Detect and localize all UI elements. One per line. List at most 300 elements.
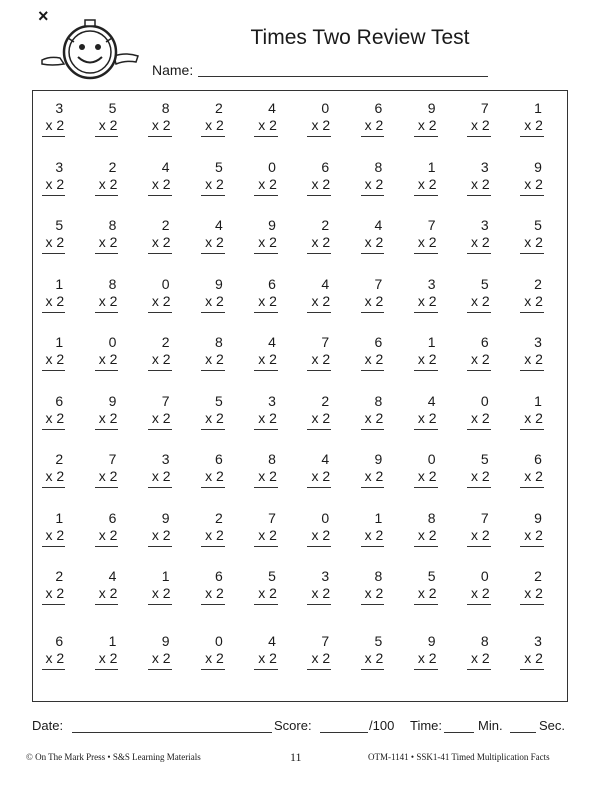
problem	[353, 393, 406, 452]
problem-row	[34, 633, 566, 692]
problem	[406, 334, 459, 393]
multiplier: x 2	[42, 527, 66, 547]
multiplicand: 5	[268, 568, 276, 584]
multiplier: x 2	[520, 117, 544, 137]
multiplicand: 2	[214, 100, 223, 116]
multiplicand: 2	[534, 568, 542, 584]
multiplicand: 9	[268, 217, 276, 233]
problem	[353, 568, 406, 627]
multiplier: x 2	[95, 234, 119, 254]
multiplicand: 5	[480, 451, 489, 467]
multiplicand: 1	[427, 334, 436, 350]
multiplier: x 2	[467, 527, 491, 547]
problem	[140, 334, 193, 393]
multiplier: x 2	[467, 585, 491, 605]
smiley-clock-icon	[40, 18, 140, 80]
problem	[247, 276, 300, 335]
problem	[140, 568, 193, 627]
multiplier: x 2	[254, 176, 278, 196]
problem	[300, 276, 353, 335]
problem	[194, 334, 247, 393]
multiplier: x 2	[467, 293, 491, 313]
problem	[406, 217, 459, 276]
multiplier: x 2	[520, 650, 544, 670]
multiplicand: 0	[480, 568, 489, 584]
multiplicand: 8	[108, 275, 117, 292]
multiplicand: 7	[480, 100, 489, 116]
multiplier: x 2	[95, 117, 119, 137]
multiplicand: 9	[427, 632, 436, 649]
multiplicand: 9	[427, 100, 436, 116]
multiplicand: 1	[161, 568, 170, 584]
problem-row	[34, 217, 566, 276]
multiplier: x 2	[520, 176, 544, 196]
multiplicand: 3	[480, 217, 489, 233]
multiplier: x 2	[467, 650, 491, 670]
problem-row	[34, 276, 566, 335]
problem	[34, 451, 87, 510]
problem	[406, 633, 459, 692]
multiplicand: 4	[321, 451, 330, 467]
multiplicand: 3	[55, 100, 64, 116]
problem	[140, 100, 193, 159]
multiplicand: 9	[161, 632, 170, 649]
multiplicand: 3	[534, 632, 542, 649]
multiplicand: 1	[427, 158, 436, 175]
multiplier: x 2	[148, 234, 172, 254]
multiplier: x 2	[95, 468, 119, 488]
multiplier: x 2	[414, 650, 438, 670]
problem	[406, 100, 459, 159]
multiplicand: 6	[268, 275, 276, 292]
problem	[513, 100, 566, 159]
multiplier: x 2	[254, 468, 278, 488]
problem	[513, 217, 566, 276]
multiplier: x 2	[307, 585, 331, 605]
problem	[247, 100, 300, 159]
multiplier: x 2	[467, 234, 491, 254]
multiplicand: 6	[55, 632, 64, 649]
multiplier: x 2	[307, 527, 331, 547]
problem	[87, 217, 140, 276]
multiplier: x 2	[42, 410, 66, 430]
multiplicand: 5	[108, 100, 117, 116]
multiplier: x 2	[414, 234, 438, 254]
problem	[513, 633, 566, 692]
multiplicand: 1	[374, 509, 383, 526]
multiplier: x 2	[148, 410, 172, 430]
date-label: Date:	[32, 718, 64, 733]
problem	[140, 633, 193, 692]
problem	[140, 159, 193, 218]
name-label: Name:	[152, 62, 194, 78]
multiplier: x 2	[467, 410, 491, 430]
seconds-entry-line[interactable]	[510, 732, 536, 733]
multiplier: x 2	[520, 234, 544, 254]
multiplicand: 0	[214, 632, 223, 649]
multiplier: x 2	[201, 234, 225, 254]
multiplicand: 0	[321, 100, 330, 116]
multiplier: x 2	[95, 351, 119, 371]
multiplier: x 2	[414, 468, 438, 488]
problem	[300, 393, 353, 452]
problem	[247, 334, 300, 393]
multiplier: x 2	[307, 293, 331, 313]
multiplicand: 1	[55, 334, 64, 350]
multiplicand: 7	[374, 275, 383, 292]
multiplier: x 2	[307, 351, 331, 371]
multiplicand: 9	[534, 158, 542, 175]
problem	[87, 393, 140, 452]
multiplier: x 2	[42, 234, 66, 254]
multiplier: x 2	[467, 176, 491, 196]
problem	[140, 451, 193, 510]
multiplicand: 6	[374, 100, 383, 116]
multiplicand: 1	[108, 632, 117, 649]
problem	[460, 633, 513, 692]
problem	[194, 276, 247, 335]
multiplicand: 1	[534, 100, 542, 116]
multiplier: x 2	[148, 585, 172, 605]
multiplier: x 2	[520, 293, 544, 313]
problem	[194, 217, 247, 276]
problem-row	[34, 334, 566, 393]
problem	[140, 217, 193, 276]
multiplicand: 9	[214, 275, 223, 292]
multiplier: x 2	[361, 468, 385, 488]
multiplier: x 2	[414, 293, 438, 313]
problem	[247, 217, 300, 276]
multiplicand: 8	[374, 392, 383, 409]
problem	[34, 510, 87, 569]
multiplicand: 3	[161, 451, 170, 467]
problem	[140, 393, 193, 452]
multiplier: x 2	[361, 650, 385, 670]
multiplicand: 3	[480, 158, 489, 175]
problem	[513, 393, 566, 452]
multiplier: x 2	[201, 468, 225, 488]
problem-row	[34, 451, 566, 510]
multiplicand: 8	[268, 451, 276, 467]
problem	[34, 276, 87, 335]
multiplier: x 2	[42, 650, 66, 670]
multiplier: x 2	[95, 410, 119, 430]
multiplicand: 5	[374, 632, 383, 649]
multiplicand: 3	[321, 568, 330, 584]
multiplier: x 2	[467, 351, 491, 371]
score-total: /100	[369, 718, 395, 733]
multiplier: x 2	[201, 650, 225, 670]
score-entry-line[interactable]	[320, 732, 368, 733]
multiplier: x 2	[307, 410, 331, 430]
multiplicand: 7	[427, 217, 436, 233]
multiplier: x 2	[148, 650, 172, 670]
problem-grid	[34, 100, 566, 691]
multiplicand: 3	[268, 392, 276, 409]
multiplier: x 2	[361, 410, 385, 430]
multiplier: x 2	[414, 176, 438, 196]
multiplier: x 2	[148, 117, 172, 137]
multiplier: x 2	[95, 527, 119, 547]
multiplier: x 2	[148, 527, 172, 547]
multiplier: x 2	[42, 293, 66, 313]
multiplicand: 5	[534, 217, 542, 233]
multiplier: x 2	[148, 468, 172, 488]
problem	[406, 276, 459, 335]
problem	[353, 451, 406, 510]
multiplicand: 8	[374, 568, 383, 584]
problem	[460, 217, 513, 276]
problem	[460, 100, 513, 159]
problem	[194, 159, 247, 218]
multiplier: x 2	[95, 176, 119, 196]
multiplicand: 1	[55, 509, 64, 526]
multiplier: x 2	[254, 293, 278, 313]
multiplicand: 2	[321, 392, 330, 409]
multiplicand: 2	[161, 334, 170, 350]
problem	[34, 568, 87, 627]
series-credit: OTM-1141 • SSK1-41 Timed Multiplication Facts	[368, 752, 550, 762]
multiplicand: 7	[321, 632, 330, 649]
multiplier: x 2	[42, 351, 66, 371]
multiplier: x 2	[467, 468, 491, 488]
multiplier: x 2	[42, 585, 66, 605]
multiplicand: 4	[268, 334, 276, 350]
multiplicand: 8	[427, 509, 436, 526]
multiplicand: 5	[427, 568, 436, 584]
problem	[300, 217, 353, 276]
problem	[406, 159, 459, 218]
multiplier: x 2	[148, 351, 172, 371]
multiplier: x 2	[201, 117, 225, 137]
multiplier: x 2	[201, 585, 225, 605]
multiplicand: 4	[268, 100, 276, 116]
multiplicand: 7	[321, 334, 330, 350]
multiplier: x 2	[520, 468, 544, 488]
problem	[34, 334, 87, 393]
problem	[406, 393, 459, 452]
multiplier: x 2	[254, 351, 278, 371]
multiplier: x 2	[520, 410, 544, 430]
problem	[353, 217, 406, 276]
problem	[353, 633, 406, 692]
multiplicand: 6	[108, 509, 117, 526]
multiplicand: 9	[108, 392, 117, 409]
problem-row	[34, 393, 566, 452]
problem	[300, 510, 353, 569]
problem	[87, 568, 140, 627]
problem	[34, 100, 87, 159]
problem	[300, 451, 353, 510]
date-entry-line[interactable]	[72, 732, 272, 733]
page-number: 11	[290, 750, 302, 764]
problem	[300, 568, 353, 627]
multiplier: x 2	[520, 585, 544, 605]
multiplicand: 2	[534, 275, 542, 292]
problem	[300, 633, 353, 692]
multiplicand: 7	[161, 392, 170, 409]
problem-row	[34, 159, 566, 218]
problem	[300, 100, 353, 159]
problem	[194, 510, 247, 569]
multiplier: x 2	[201, 527, 225, 547]
problem	[194, 451, 247, 510]
multiplicand: 9	[534, 509, 542, 526]
multiplier: x 2	[467, 117, 491, 137]
multiplicand: 6	[374, 334, 383, 350]
seconds-label: Sec.	[539, 718, 566, 733]
multiplier: x 2	[414, 117, 438, 137]
problem	[513, 451, 566, 510]
multiplier: x 2	[307, 117, 331, 137]
problem	[406, 568, 459, 627]
problem	[406, 451, 459, 510]
multiplier: x 2	[307, 176, 331, 196]
multiplicand: 0	[268, 158, 276, 175]
multiplicand: 7	[480, 509, 489, 526]
multiplicand: 7	[268, 509, 276, 526]
multiplier: x 2	[148, 176, 172, 196]
corner-x-mark: ×	[38, 6, 49, 26]
problem	[247, 633, 300, 692]
multiplicand: 2	[214, 509, 223, 526]
multiplier: x 2	[361, 527, 385, 547]
problem	[460, 276, 513, 335]
problem	[247, 568, 300, 627]
problem	[34, 393, 87, 452]
multiplicand: 0	[480, 392, 489, 409]
multiplier: x 2	[201, 351, 225, 371]
multiplier: x 2	[361, 585, 385, 605]
multiplicand: 0	[161, 275, 170, 292]
multiplier: x 2	[307, 468, 331, 488]
multiplier: x 2	[42, 176, 66, 196]
multiplicand: 5	[55, 217, 64, 233]
problem-row	[34, 568, 566, 627]
multiplicand: 6	[480, 334, 489, 350]
multiplier: x 2	[520, 527, 544, 547]
multiplicand: 0	[321, 509, 330, 526]
problem	[194, 100, 247, 159]
problem	[140, 276, 193, 335]
publisher-credit: © On The Mark Press • S&S Learning Materials	[26, 752, 201, 762]
problem	[513, 276, 566, 335]
multiplicand: 4	[214, 217, 223, 233]
problem	[194, 568, 247, 627]
multiplier: x 2	[148, 293, 172, 313]
problem	[194, 393, 247, 452]
multiplicand: 5	[214, 158, 223, 175]
multiplier: x 2	[201, 176, 225, 196]
name-entry-line[interactable]	[198, 76, 488, 77]
multiplier: x 2	[95, 650, 119, 670]
multiplier: x 2	[414, 410, 438, 430]
multiplier: x 2	[520, 351, 544, 371]
minutes-entry-line[interactable]	[444, 732, 474, 733]
problem	[34, 159, 87, 218]
multiplicand: 0	[108, 334, 117, 350]
problem	[513, 334, 566, 393]
multiplier: x 2	[414, 585, 438, 605]
multiplicand: 6	[534, 451, 542, 467]
problem	[34, 217, 87, 276]
minutes-label: Min.	[478, 718, 503, 733]
multiplicand: 2	[161, 217, 170, 233]
problem	[460, 334, 513, 393]
problem	[460, 568, 513, 627]
multiplier: x 2	[254, 234, 278, 254]
multiplicand: 6	[214, 451, 223, 467]
problem-row	[34, 510, 566, 569]
multiplicand: 9	[374, 451, 383, 467]
multiplier: x 2	[361, 234, 385, 254]
problem	[513, 159, 566, 218]
multiplicand: 5	[480, 275, 489, 292]
problem	[353, 276, 406, 335]
multiplicand: 8	[374, 158, 383, 175]
multiplier: x 2	[361, 117, 385, 137]
problem	[460, 159, 513, 218]
multiplicand: 1	[534, 392, 542, 409]
multiplicand: 6	[321, 158, 330, 175]
multiplicand: 8	[108, 217, 117, 233]
multiplicand: 3	[55, 158, 64, 175]
multiplicand: 1	[55, 275, 64, 292]
multiplicand: 4	[427, 392, 436, 409]
problem	[460, 510, 513, 569]
problem	[247, 451, 300, 510]
multiplicand: 4	[108, 568, 117, 584]
problem	[406, 510, 459, 569]
problem	[513, 510, 566, 569]
multiplicand: 4	[268, 632, 276, 649]
problem	[247, 159, 300, 218]
multiplier: x 2	[95, 585, 119, 605]
multiplier: x 2	[201, 293, 225, 313]
multiplicand: 2	[108, 158, 117, 175]
multiplicand: 6	[214, 568, 223, 584]
multiplicand: 9	[161, 509, 170, 526]
multiplicand: 2	[55, 568, 64, 584]
multiplicand: 3	[534, 334, 542, 350]
multiplicand: 7	[108, 451, 117, 467]
score-label: Score:	[274, 718, 312, 733]
problem	[460, 451, 513, 510]
problem	[300, 334, 353, 393]
multiplicand: 0	[427, 451, 436, 467]
problem	[353, 510, 406, 569]
multiplier: x 2	[414, 527, 438, 547]
multiplier: x 2	[254, 117, 278, 137]
multiplier: x 2	[414, 351, 438, 371]
problem	[87, 276, 140, 335]
multiplicand: 2	[321, 217, 330, 233]
problem	[353, 334, 406, 393]
problem	[87, 159, 140, 218]
multiplicand: 5	[214, 392, 223, 409]
problem	[300, 159, 353, 218]
multiplier: x 2	[361, 176, 385, 196]
multiplier: x 2	[254, 585, 278, 605]
multiplier: x 2	[307, 650, 331, 670]
multiplier: x 2	[307, 234, 331, 254]
problem	[353, 100, 406, 159]
problem	[87, 451, 140, 510]
time-label: Time:	[410, 718, 443, 733]
multiplier: x 2	[361, 351, 385, 371]
multiplier: x 2	[42, 468, 66, 488]
multiplier: x 2	[95, 293, 119, 313]
